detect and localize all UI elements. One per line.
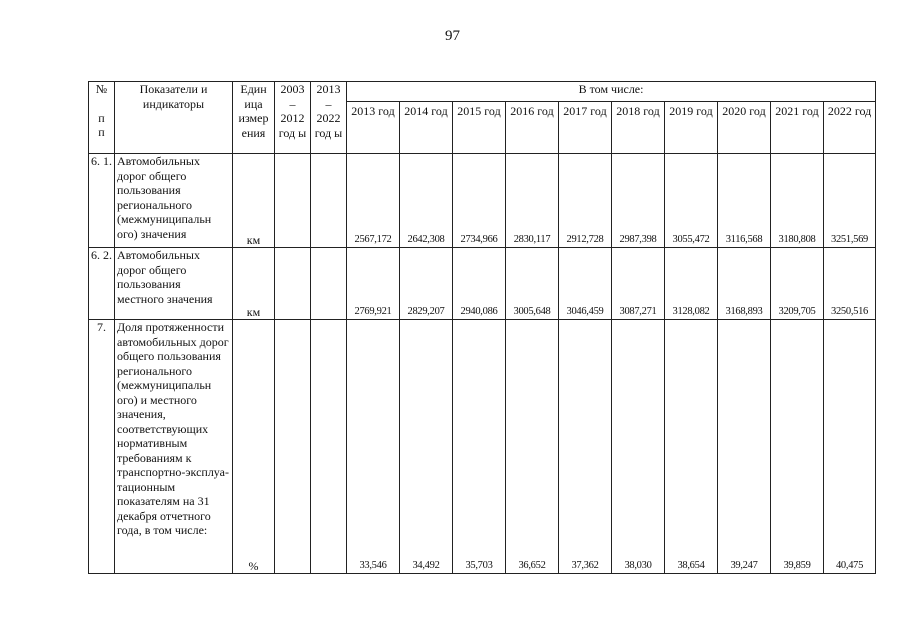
row-value: 3055,472 <box>665 154 718 248</box>
header-year: 2013 год <box>347 102 400 154</box>
row-value: 2940,086 <box>453 248 506 320</box>
header-year: 2020 год <box>718 102 771 154</box>
row-value: 2829,207 <box>400 248 453 320</box>
table-row <box>89 320 876 574</box>
row-value: 34,492 <box>400 320 453 574</box>
row-value: 2567,172 <box>347 154 400 248</box>
row-value: 2912,728 <box>559 154 612 248</box>
page-number: 97 <box>445 28 460 44</box>
row-value: 2769,921 <box>347 248 400 320</box>
header-num <box>89 82 115 154</box>
header-year: 2018 год <box>612 102 665 154</box>
header-year: 2015 год <box>453 102 506 154</box>
table-row <box>89 154 876 248</box>
header-year: 2017 год <box>559 102 612 154</box>
row-value: 38,654 <box>665 320 718 574</box>
row-value: 3180,808 <box>771 154 824 248</box>
row-number: 6. 2. <box>89 248 115 320</box>
row-value: 35,703 <box>453 320 506 574</box>
row-period-2003-2012 <box>275 248 311 320</box>
header-indicator: Показатели и индикаторы <box>115 82 233 154</box>
row-period-2013-2022 <box>311 320 347 574</box>
row-value: 3250,516 <box>824 248 876 320</box>
header-num-line: п <box>98 125 105 139</box>
row-period-2003-2012 <box>275 154 311 248</box>
row-value: 33,546 <box>347 320 400 574</box>
row-unit: % <box>233 320 275 574</box>
header-including: В том числе: <box>347 82 876 102</box>
row-indicator: Автомобильных дорог общего пользования регионального (межмуниципальн ого) значения <box>115 154 233 248</box>
row-value: 3128,082 <box>665 248 718 320</box>
row-value: 2830,117 <box>506 154 559 248</box>
row-value: 38,030 <box>612 320 665 574</box>
row-value: 2734,966 <box>453 154 506 248</box>
row-value: 40,475 <box>824 320 876 574</box>
row-value: 39,247 <box>718 320 771 574</box>
row-unit: км <box>233 154 275 248</box>
indicators-table <box>88 81 876 574</box>
header-period-2003-2012: 2003 – 2012 год ы <box>275 82 311 154</box>
header-year: 2016 год <box>506 102 559 154</box>
row-value: 3046,459 <box>559 248 612 320</box>
row-value: 3168,893 <box>718 248 771 320</box>
row-value: 3005,648 <box>506 248 559 320</box>
header-period-2013-2022: 2013 – 2022 год ы <box>311 82 347 154</box>
header-year: 2014 год <box>400 102 453 154</box>
header-year: 2021 год <box>771 102 824 154</box>
row-value: 37,362 <box>559 320 612 574</box>
row-value: 2987,398 <box>612 154 665 248</box>
row-number: 6. 1. <box>89 154 115 248</box>
header-num-line: п <box>98 110 105 125</box>
row-value: 2642,308 <box>400 154 453 248</box>
row-value: 3087,271 <box>612 248 665 320</box>
header-num-line: № <box>95 82 108 96</box>
row-unit: км <box>233 248 275 320</box>
row-indicator: Доля протяженности автомобильных дорог общего пользования регионального (межмуниципальн ого) и местного значения, соответствующих нормативным требованиям к транспортно-эксплуа-тационным показателям на 31 декабря отчетного года, в том числе: <box>115 320 233 574</box>
row-period-2013-2022 <box>311 154 347 248</box>
row-value: 3251,569 <box>824 154 876 248</box>
header-unit: Един ица измер ения <box>233 82 275 154</box>
row-indicator: Автомобильных дорог общего пользования местного значения <box>115 248 233 320</box>
row-period-2013-2022 <box>311 248 347 320</box>
row-value: 3116,568 <box>718 154 771 248</box>
header-year: 2019 год <box>665 102 718 154</box>
row-period-2003-2012 <box>275 320 311 574</box>
row-value: 39,859 <box>771 320 824 574</box>
row-value: 36,652 <box>506 320 559 574</box>
table-row <box>89 248 876 320</box>
row-number: 7. <box>89 320 115 574</box>
row-value: 3209,705 <box>771 248 824 320</box>
header-year: 2022 год <box>824 102 876 154</box>
